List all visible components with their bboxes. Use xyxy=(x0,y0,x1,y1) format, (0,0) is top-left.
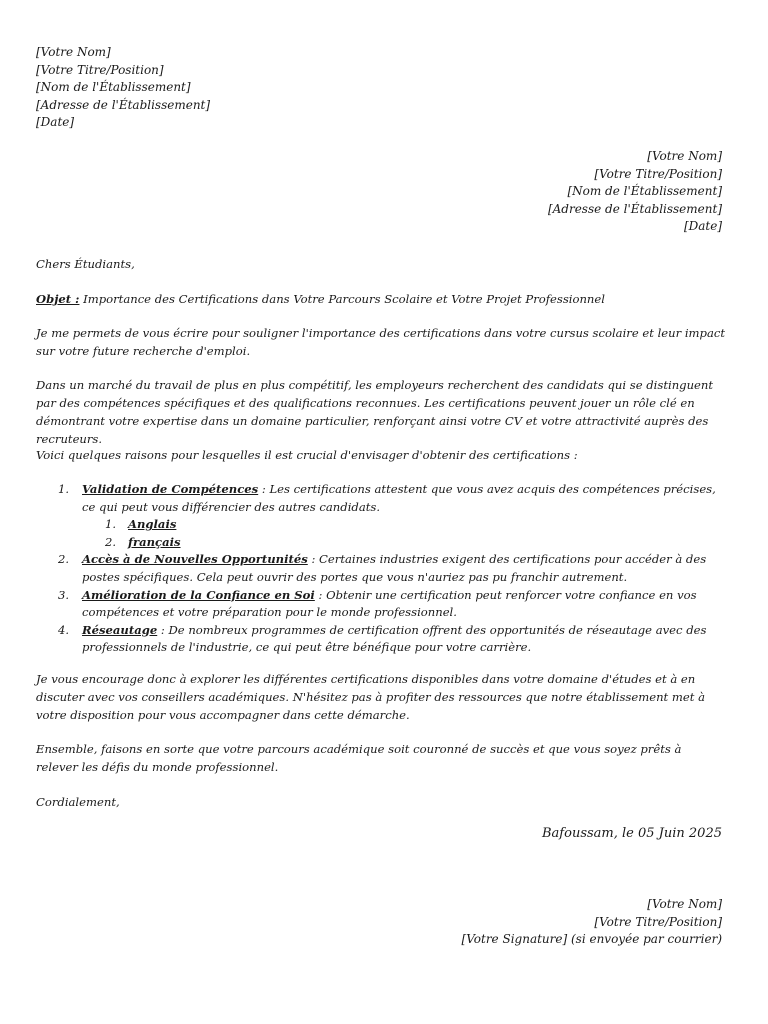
list-item-text: : Certaines industries exigent des certifications pour accéder à des postes spécifiques. Cela peut ouvrir des portes que vous n'auriez pas pu franchir autrement. xyxy=(82,552,707,584)
paragraph-intro: Je me permets de vous écrire pour souligner l'importance des certifications dans votre cursus scolaire et leur impact sur votre future recherche d'emploi. xyxy=(36,326,726,358)
signature-name: [Votre Nom] xyxy=(647,897,722,911)
paragraph-market: Dans un marché du travail de plus en plus compétitif, les employeurs recherchent des candidats qui se distinguent par des compétences spécifiques et des qualifications reconnues. Les certifications peuvent jouer un rôle clé en démontrant votre expertise dans un domaine particulier, renforçant ainsi votre CV et votre attractivité auprès des recruteurs. xyxy=(36,378,714,446)
list-item-text: : Obtenir une certification peut renforcer votre confiance en vos compétences et votre préparation pour le monde professionnel. xyxy=(82,587,697,620)
list-item-text: : Les certifications attestent que vous avez acquis des compétences précises, ce qui peut vous différencier des autres candidats. xyxy=(82,482,716,514)
list-item-term: Accès à de Nouvelles Opportunités xyxy=(82,552,308,567)
recipient-name: [Votre Nom] xyxy=(647,149,722,163)
subject-label: Objet : xyxy=(36,292,80,306)
sublist-item-number: 1. xyxy=(105,517,117,532)
recipient-date: [Date] xyxy=(683,219,722,233)
recipient-address: [Adresse de l'Établissement] xyxy=(547,201,722,216)
signature-title: [Votre Titre/Position] xyxy=(594,914,722,929)
recipient-title: [Votre Titre/Position] xyxy=(594,166,722,181)
list-item xyxy=(36,481,726,516)
sender-block xyxy=(36,44,210,132)
sender-address: [Adresse de l'Établissement] xyxy=(36,97,211,112)
recipient-institution: [Nom de l'Établissement] xyxy=(567,184,722,198)
list-item-number: 4. xyxy=(58,622,70,637)
sublist-item-text: Anglais xyxy=(128,517,177,532)
reasons-list xyxy=(36,481,726,657)
list-item-number: 1. xyxy=(58,482,70,496)
paragraph-reasons-intro: Voici quelques raisons pour lesquelles il est crucial d'envisager d'obtenir des certifications : xyxy=(36,448,578,462)
signature-note: [Votre Signature] (si envoyée par courrier) xyxy=(461,932,722,946)
sublist-item xyxy=(36,534,726,552)
list-item-term: Amélioration de la Confiance en Soi xyxy=(82,587,315,602)
list-item xyxy=(36,622,726,657)
sublist-item-number: 2. xyxy=(105,534,117,549)
place-date: Bafoussam, le 05 Juin 2025 xyxy=(542,826,722,841)
sender-institution: [Nom de l'Établissement] xyxy=(36,80,191,94)
subject-text: Importance des Certifications dans Votre Parcours Scolaire et Votre Projet Professionnel xyxy=(79,292,605,306)
list-item-term: Réseautage xyxy=(82,622,158,637)
list-item xyxy=(36,587,726,622)
paragraph-encouragement: Je vous encourage donc à explorer les différentes certifications disponibles dans votre domaine d'études et à en discuter avec vos conseillers académiques. N'hésitez pas à profiter des ressources que notre établissement met à votre disposition pour vous accompagner dans cette démarche. xyxy=(36,672,705,722)
subject-line xyxy=(36,290,726,308)
sender-date: [Date] xyxy=(36,115,75,129)
greeting: Chers Étudiants, xyxy=(36,257,135,271)
paragraph-together: Ensemble, faisons en sorte que votre parcours académique soit couronné de succès et que vous soyez prêts à relever les défis du monde professionnel. xyxy=(36,742,682,774)
list-item xyxy=(36,551,726,586)
list-item-text: : De nombreux programmes de certification offrent des opportunités de réseautage avec des professionnels de l'industrie, ce qui peut être bénéfique pour votre carrière. xyxy=(82,622,707,655)
list-item-number: 2. xyxy=(58,552,70,567)
language-sublist xyxy=(36,516,726,551)
sender-name: [Votre Nom] xyxy=(36,45,111,59)
recipient-block xyxy=(548,148,722,236)
closing: Cordialement, xyxy=(36,795,120,809)
sublist-item-text: français xyxy=(128,534,181,549)
sender-title: [Votre Titre/Position] xyxy=(36,62,164,77)
sublist-item xyxy=(36,516,726,534)
list-item-number: 3. xyxy=(58,587,70,602)
signature-block xyxy=(462,896,722,949)
list-item-term: Validation de Compétences xyxy=(82,482,259,496)
